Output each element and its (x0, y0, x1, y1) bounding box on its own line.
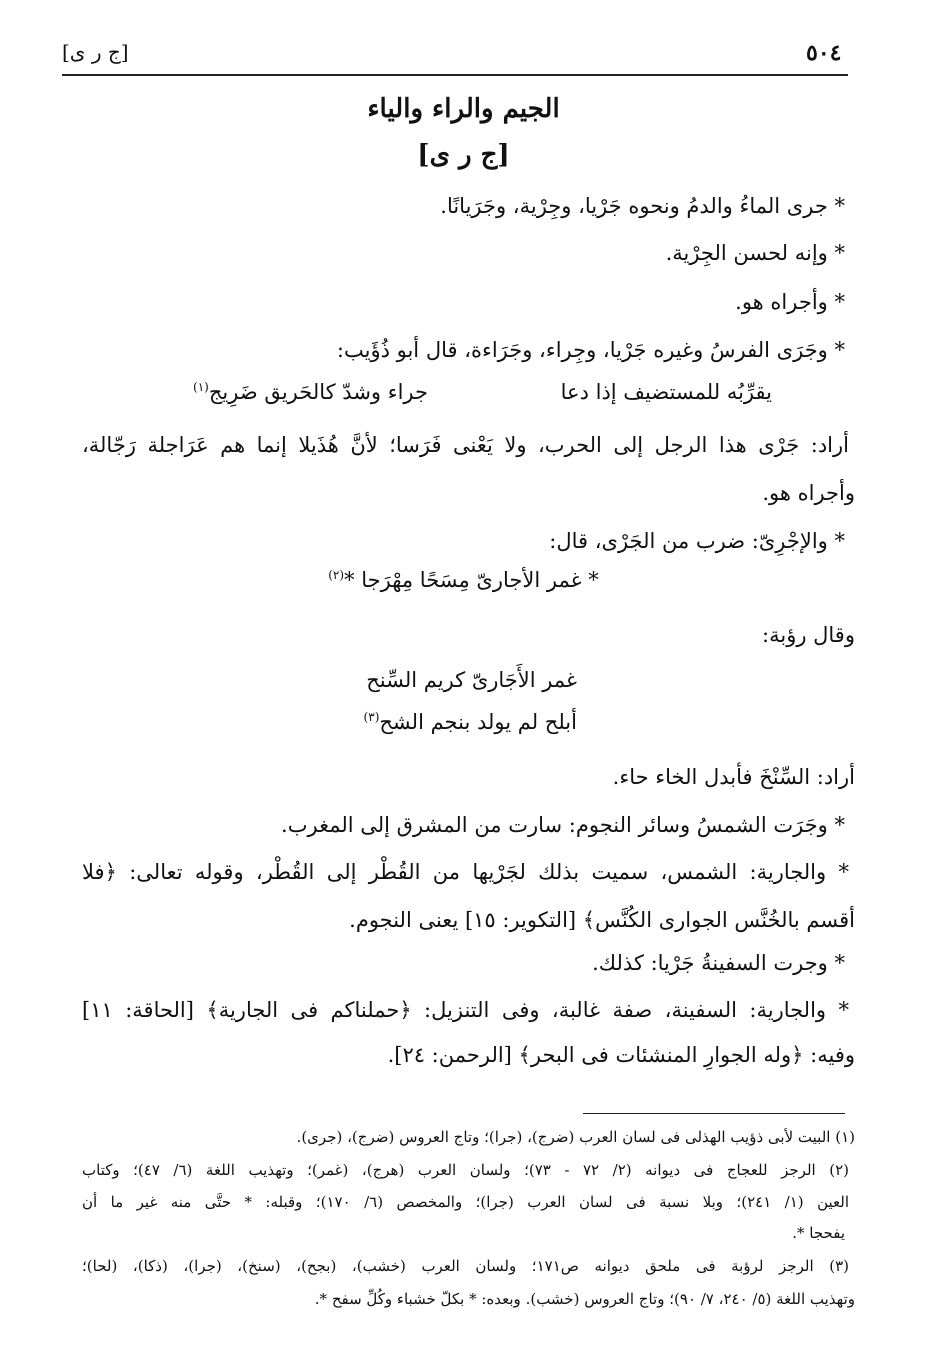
body-line-15: وفيه: ﴿وله الجوارِ المنشئات فى البحر﴾ [الرحمن: ٢٤]. (387, 1043, 855, 1067)
root-title: [ج ر ى] (417, 140, 510, 170)
footnote-2-line-3: يفحجا *. (792, 1224, 845, 1242)
footnote-3-line-2: وتهذيب اللغة (٥/ ٢٤٠، ٧/ ٩٠)؛ وتاج العروس (خشب). وبعده: * بكلّ خشباء وكُلِّ سفح *. (314, 1290, 855, 1308)
verse-4 (364, 710, 577, 734)
entry-line-11: * والجارية: الشمس، سميت بذلك لجَرْيها من القُطْر إلى القُطْر، وقوله تعالى: ﴿فلا (82, 860, 849, 884)
entry-line-13: * وجرت السفينةُ جَرْيا: كذلك. (592, 951, 845, 975)
page-number: ٥٠٤ (806, 40, 842, 66)
entry-line-1: * جرى الماءُ والدمُ ونحوه جَرْيا، وجِرْية، وجَرَيانًا. (440, 194, 845, 218)
header-rule (62, 74, 848, 76)
verse-1-first-hemistich: يقرِّبُه للمستضيف إذا دعا (560, 380, 772, 404)
verse-2 (0, 568, 927, 592)
body-line-8: وقال رؤبة: (762, 623, 855, 647)
footnote-2-line-2: العين (١/ ٢٤١)؛ وبلا نسبة فى لسان العرب (جرا)؛ والمخصص (٦/ ١٧٠)؛ وقبله: * حتَّى منه غير ما أن (82, 1193, 849, 1211)
entry-line-4: * وجَرَى الفرسُ وغيره جَرْيا، وجِراء، وجَرَاءة، قال أبو ذُؤَيب: (336, 338, 845, 362)
verse-4-text: أبلح لم يولد بنجم الشح (379, 710, 577, 734)
entry-line-14: * والجارية: السفينة، صفة غالبة، وفى التنزيل: ﴿حملناكم فى الجارية﴾ [الحاقة: ١١] (82, 998, 849, 1022)
verse-1-second-hemistich (193, 380, 428, 404)
body-line-12: أقسم بالخُنَّس الجوارى الكُنَّس﴾ [التكوير: ١٥] يعنى النجوم. (349, 908, 855, 932)
entry-line-10: * وجَرَت الشمسُ وسائر النجوم: سارت من المشرق إلى المغرب. (281, 813, 845, 837)
body-line-5: أراد: جَرْى هذا الرجل إلى الحرب، ولا يَعْنى فَرَسا؛ لأنَّ هُذَيلا إنما هم عَرَاجلة رَجّالة، (82, 433, 849, 457)
footnote-rule (583, 1113, 845, 1114)
body-line-6: وأجراه هو. (762, 481, 855, 505)
footnote-ref-1: (١) (193, 380, 209, 394)
entry-line-7: * والإجْرِىّ: ضرب من الجَرْى، قال: (549, 529, 845, 553)
verse-1-second-text: جراء وشدّ كالحَريق ضَرِيج (208, 380, 429, 404)
verse-2-text: * غمر الأجارىّ مِسَحًا مِهْرَجا * (344, 568, 599, 592)
footnote-3-line-1: (٣) الرجز لرؤبة فى ملحق ديوانه ص١٧١؛ ولسان العرب (خشب)، (بجح)، (سنخ)، (جرا)، (ذكا)، (لحا)؛ (82, 1257, 849, 1275)
footnote-1: (١) البيت لأبى ذؤيب الهذلى فى لسان العرب (ضرج)، (جرا)؛ وتاج العروس (ضرج)، (جرى). (296, 1128, 855, 1146)
chapter-title: الجيم والراء والياء (367, 94, 560, 124)
running-header-root: [ج ر ى] (62, 40, 129, 64)
entry-line-3: * وأجراه هو. (735, 290, 845, 314)
verse-3: غمر الأَجَارىّ كريم السِّنح (366, 668, 577, 692)
body-line-9: أراد: السِّنْخَ فأبدل الخاء حاء. (612, 765, 855, 789)
footnote-ref-3: (٣) (363, 710, 380, 724)
footnote-2-line-1: (٢) الرجز للعجاج فى ديوانه (٢/ ٧٢ - ٧٣)؛ ولسان العرب (هرج)، (غمر)؛ وتهذيب اللغة (٦/ ٤٧)؛ وكتاب (82, 1161, 849, 1179)
footnote-ref-2: (٢) (328, 568, 345, 582)
entry-line-2: * وإنه لحسن الجِرْية. (665, 241, 845, 265)
